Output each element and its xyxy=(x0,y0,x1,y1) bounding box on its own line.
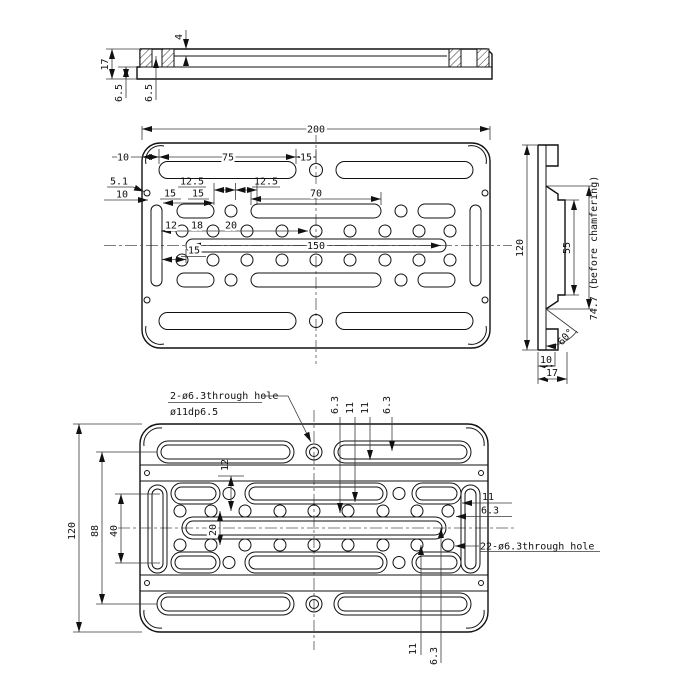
dim-hole-20: 20 xyxy=(224,220,238,232)
dim-74-7-before-chamfering: 74.7 (before chamfering) xyxy=(589,175,600,321)
slot xyxy=(336,313,473,330)
slot xyxy=(334,593,471,615)
slot xyxy=(171,483,220,504)
dim-17-side: 17 xyxy=(545,368,559,379)
dim-recess-4: 4 xyxy=(174,33,185,41)
hole xyxy=(174,539,186,551)
hole xyxy=(395,274,407,286)
callout-11-right: 11 xyxy=(481,492,495,503)
corner-hole xyxy=(144,190,150,196)
hole xyxy=(342,505,354,517)
dim-12-bottom: 12 xyxy=(220,458,231,471)
dim-slot-70: 70 xyxy=(309,188,323,200)
dim-height-120: 120 xyxy=(515,238,526,258)
hole xyxy=(225,205,237,217)
dim-flange-6-5: 6.5 xyxy=(114,83,125,103)
dim-10-corner: 10 xyxy=(115,189,129,201)
slot xyxy=(159,313,296,330)
hole xyxy=(239,539,251,551)
hole xyxy=(395,205,407,217)
slot xyxy=(416,487,457,500)
dim-40: 40 xyxy=(109,524,120,538)
hole xyxy=(241,254,253,266)
slot xyxy=(418,273,455,287)
corner-hole xyxy=(482,190,488,196)
hole xyxy=(379,254,391,266)
dim-15-b: 15 xyxy=(163,188,177,200)
slot xyxy=(152,489,163,569)
rail-hole xyxy=(145,581,150,586)
dim-10-side: 10 xyxy=(539,355,553,366)
dim-height-120-bottom: 120 xyxy=(67,521,78,541)
hole xyxy=(274,539,286,551)
dim-15-top: 15 xyxy=(299,152,313,164)
corner-hole xyxy=(144,297,150,303)
rail-hole xyxy=(145,471,150,476)
dim-hole-12: 12 xyxy=(164,220,178,232)
hole xyxy=(379,225,391,237)
callout-11-a: 11 xyxy=(345,401,356,414)
slot xyxy=(175,487,216,500)
hole xyxy=(442,539,454,551)
slot xyxy=(338,597,467,611)
dim-slot-150: 150 xyxy=(306,241,326,252)
dim-15-d: 15 xyxy=(187,245,201,257)
section-inner-lines xyxy=(137,49,492,67)
rail-hole xyxy=(479,471,484,476)
hatch-block xyxy=(140,49,152,67)
dim-width-200: 200 xyxy=(306,124,326,136)
dim-boss-55: 55 xyxy=(562,241,573,255)
slot xyxy=(245,483,387,504)
dim-corner-hole-5-1: 5.1 xyxy=(109,176,129,188)
slot xyxy=(249,556,383,569)
section-outline xyxy=(137,49,492,79)
bottom-view xyxy=(67,391,600,665)
hole xyxy=(223,557,235,569)
slot xyxy=(334,441,471,463)
slot xyxy=(171,552,220,573)
hole xyxy=(444,225,456,237)
side-view xyxy=(515,145,600,384)
corner-hole xyxy=(482,297,488,303)
slot xyxy=(465,489,476,569)
note-counterbore-line2: ø11dp6.5 xyxy=(170,407,219,418)
slot xyxy=(175,556,216,569)
callout-11-bottom: 11 xyxy=(408,642,419,655)
dim-12-5-b: 12.5 xyxy=(253,176,279,188)
slot xyxy=(338,445,467,459)
dim-15-c: 15 xyxy=(191,188,205,200)
note-22-holes: 22-ø6.3through hole xyxy=(480,541,595,553)
hole xyxy=(344,254,356,266)
slot xyxy=(249,487,383,500)
hole xyxy=(442,505,454,517)
callout-11-b: 11 xyxy=(360,401,371,414)
slot xyxy=(412,483,461,504)
hatch-block xyxy=(477,49,489,67)
hatch-block xyxy=(162,49,174,67)
hole xyxy=(393,557,405,569)
callout-6-3-bottom: 6.3 xyxy=(429,646,440,665)
hole xyxy=(444,254,456,266)
hole xyxy=(393,488,405,500)
hole xyxy=(239,505,251,517)
hole xyxy=(377,505,389,517)
dim-slotdepth-6-5: 6.5 xyxy=(144,83,155,103)
hole xyxy=(413,225,425,237)
slot xyxy=(161,597,290,611)
section-view xyxy=(100,30,492,102)
callout-6-3-b: 6.3 xyxy=(382,395,393,414)
hole xyxy=(174,505,186,517)
hole xyxy=(342,539,354,551)
hole xyxy=(413,254,425,266)
hole xyxy=(225,274,237,286)
note-counterbore-line1: 2-ø6.3through hole xyxy=(170,391,279,402)
dim-thickness-17: 17 xyxy=(100,58,111,71)
dim-angle-60: 60° xyxy=(556,326,577,348)
dim-10-edge: 10 xyxy=(116,152,130,164)
slot xyxy=(412,552,461,573)
slot xyxy=(416,556,457,569)
hole xyxy=(411,505,423,517)
hole xyxy=(377,539,389,551)
hatch-block xyxy=(449,49,461,67)
slot xyxy=(245,552,387,573)
dim-88: 88 xyxy=(90,524,101,538)
dim-20-bottom: 20 xyxy=(208,523,219,537)
slot xyxy=(177,273,214,287)
rail-hole xyxy=(479,581,484,586)
slot xyxy=(148,485,167,573)
slot xyxy=(161,445,290,459)
slot xyxy=(461,485,480,573)
callout-6-3-right: 6.3 xyxy=(480,505,500,517)
slot xyxy=(177,204,214,218)
side-outline xyxy=(538,145,565,350)
plan-view xyxy=(104,125,512,365)
callout-6-3-a: 6.3 xyxy=(330,395,341,414)
dim-hole-18: 18 xyxy=(190,220,204,232)
dim-12-5-a: 12.5 xyxy=(179,176,205,188)
hole xyxy=(207,254,219,266)
slot xyxy=(336,162,473,179)
slot xyxy=(157,593,294,615)
hole xyxy=(205,505,217,517)
dim-slot-75: 75 xyxy=(221,152,235,164)
hole xyxy=(223,488,235,500)
hole xyxy=(276,254,288,266)
slot xyxy=(418,204,455,218)
hole xyxy=(205,539,217,551)
hole xyxy=(274,505,286,517)
hole xyxy=(344,225,356,237)
